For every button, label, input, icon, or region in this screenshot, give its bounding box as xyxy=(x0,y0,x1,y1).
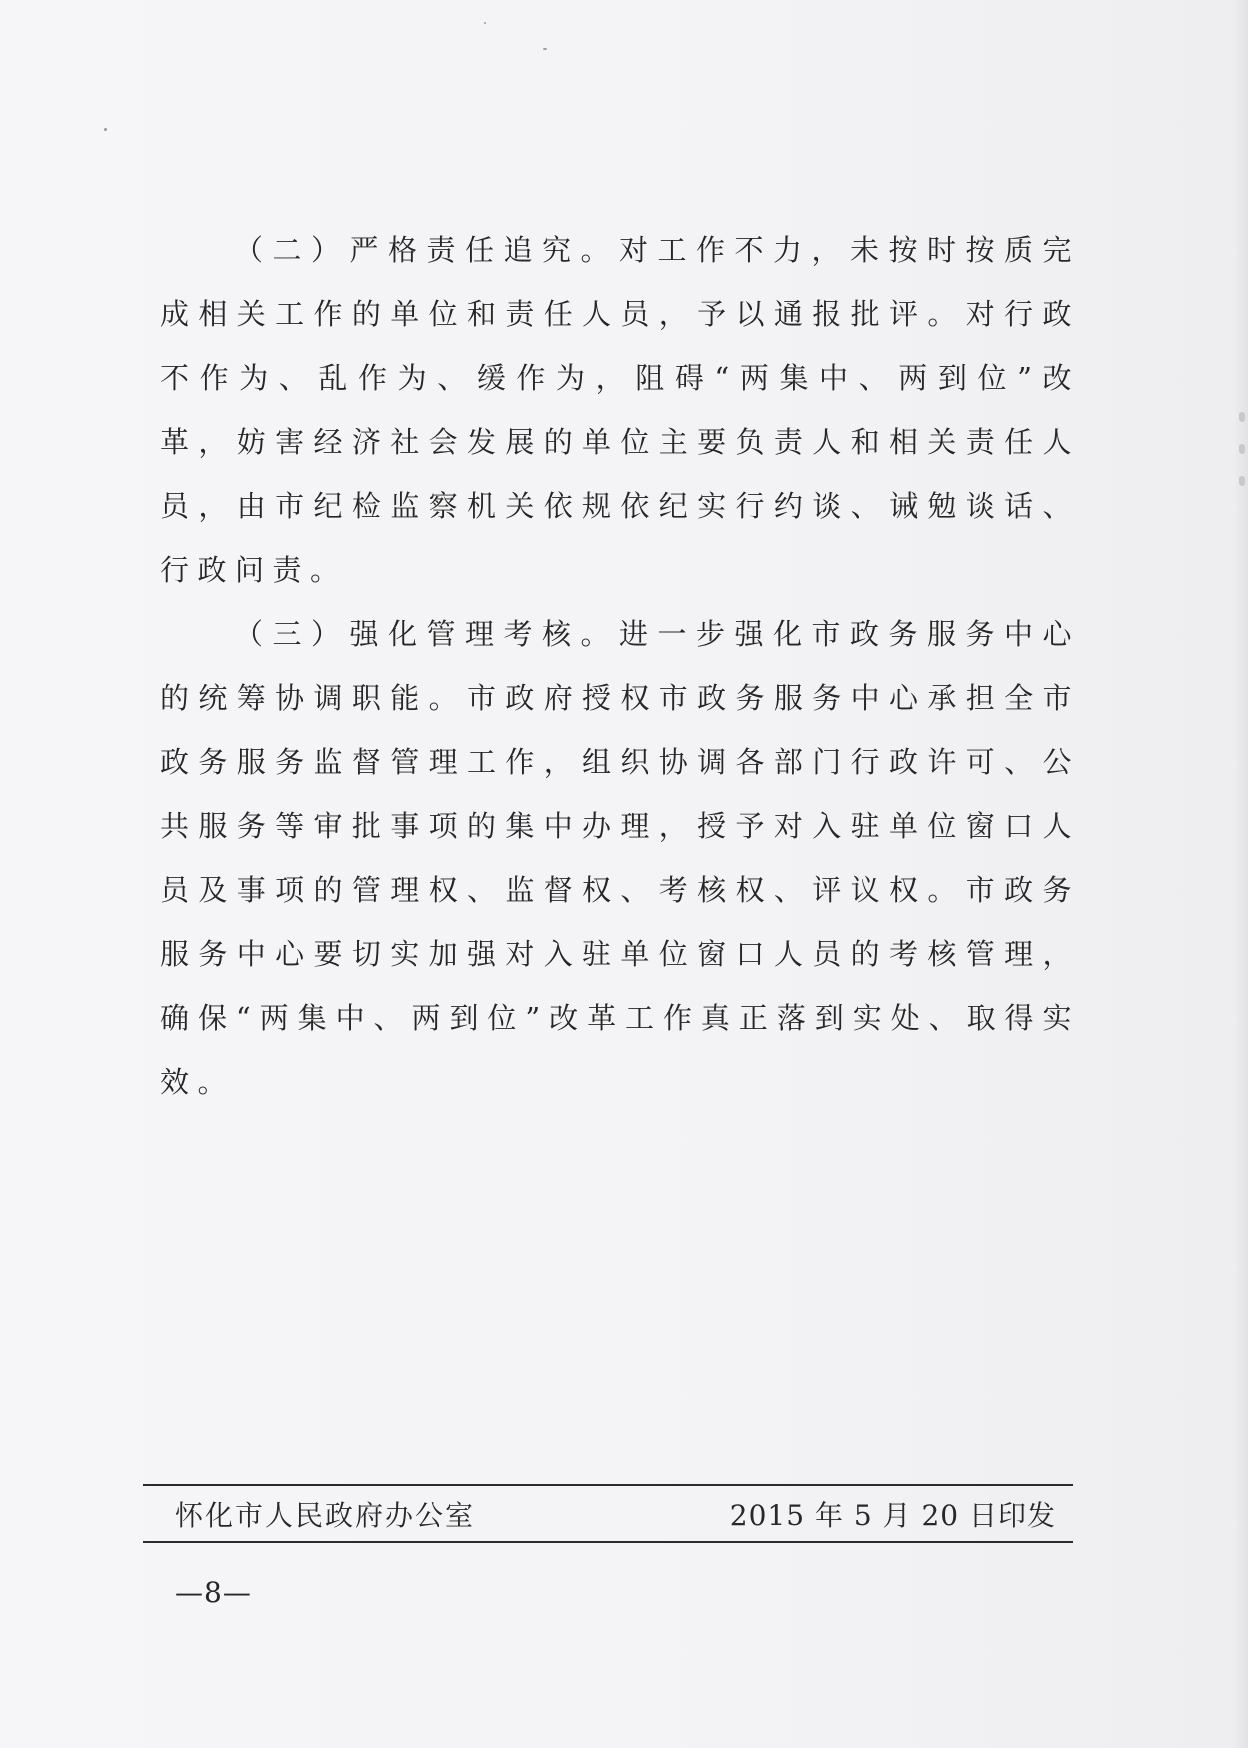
page-number: —8— xyxy=(175,1576,252,1609)
page-edge-shadow xyxy=(1234,0,1248,1748)
binding-hole xyxy=(1239,476,1245,486)
issue-date: 2015 年 5 月 20 日印发 xyxy=(729,1499,1056,1532)
footer-rule-bottom xyxy=(143,1541,1073,1543)
paragraph-management-assessment: （三）强化管理考核。进一步强化市政务服务中心的统筹协调职能。市政府授权市政务服务中心承担全市政务服务监督管理工作，组织协调各部门行政许可、公共服务等审批事项的集中办理，授予对入驻单位窗口人员及事项的管理权、监督权、考核权、评议权。市政务服务中心要切实加强对入驻单位窗口人员的考核管理，确保“两集中、两到位”改革工作真正落到实处、取得实效。 xyxy=(160,617,1080,1099)
binding-hole xyxy=(1239,412,1245,422)
paragraph-strict-accountability: （二）严格责任追究。对工作不力，未按时按质完成相关工作的单位和责任人员，予以通报批评。对行政不作为、乱作为、缓作为，阻碍“两集中、两到位”改革，妨害经济社会发展的单位主要负责人和相关责任人员，由市纪检监察机关依规依纪实行约谈、诫勉谈话、行政问责。 xyxy=(160,233,1080,587)
binding-hole xyxy=(1239,444,1245,454)
scan-speck xyxy=(104,128,107,131)
issuing-office: 怀化市人民政府办公室 xyxy=(175,1499,476,1532)
scan-speck xyxy=(484,22,486,24)
scan-speck xyxy=(543,48,547,50)
body-text xyxy=(160,218,1080,1114)
footer-rule-top xyxy=(143,1484,1073,1486)
